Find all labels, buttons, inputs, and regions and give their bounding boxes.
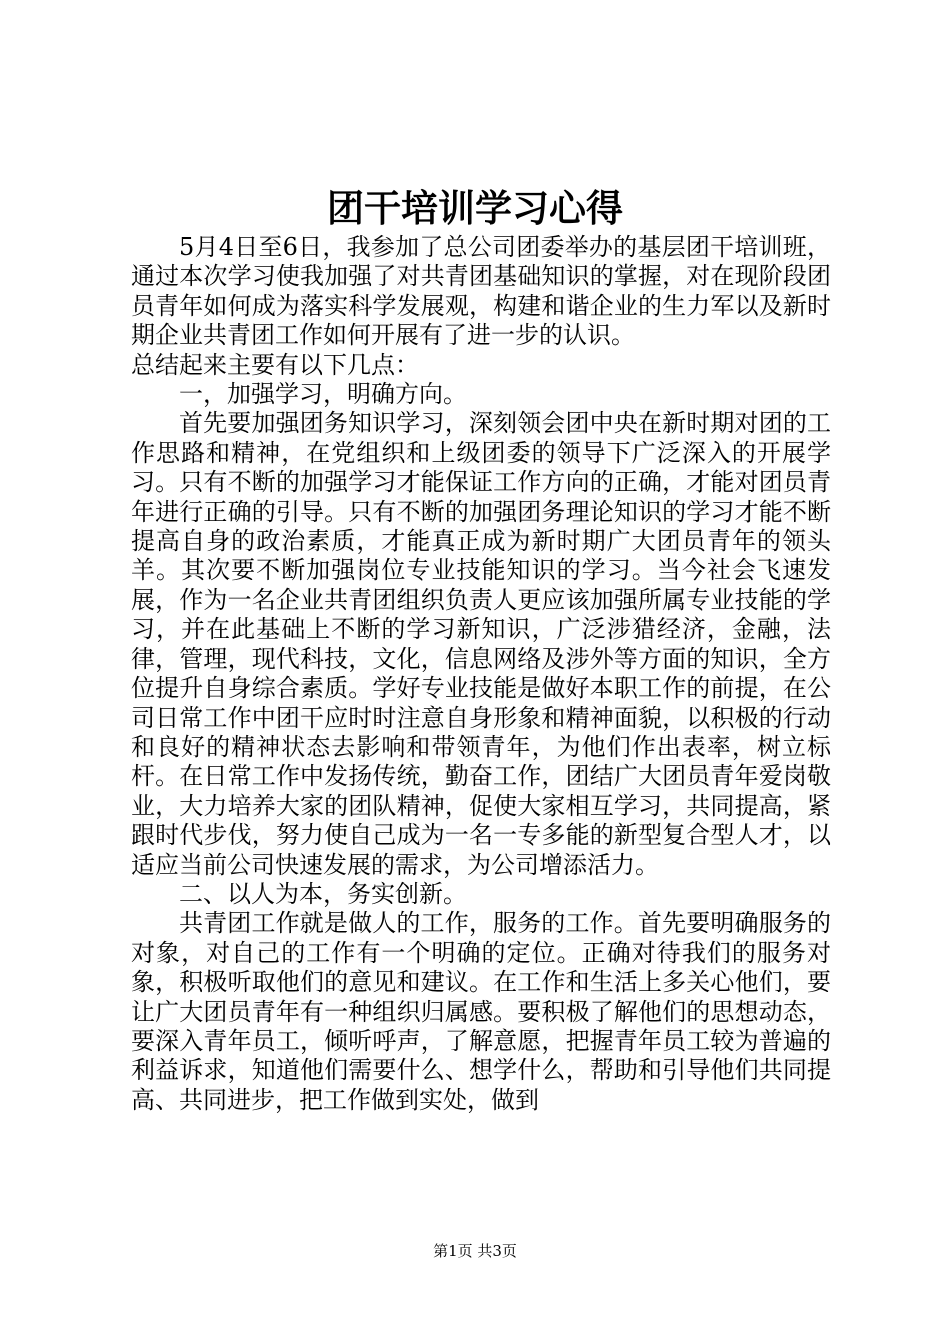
- page-number-footer: 第1页 共3页: [433, 1242, 517, 1260]
- paragraph-intro: 5月4日至6日，我参加了总公司团委举办的基层团干培训班，通过本次学习使我加强了对共青团基础知识的掌握，对在现阶段团员青年如何成为落实科学发展观，构建和谐企业的生力军以及新时期企业共青团工作如何开展有了进一步的认识。: [131, 233, 831, 350]
- paragraph-section-2: 共青团工作就是做人的工作，服务的工作。首先要明确服务的对象，对自己的工作有一个明确的定位。正确对待我们的服务对象，积极听取他们的意见和建议。在工作和生活上多关心他们，要让广大团员青年有一种组织归属感。要积极了解他们的思想动态，要深入青年员工，倾听呼声，了解意愿，把握青年员工较为普遍的利益诉求，知道他们需要什么、想学什么，帮助和引导他们共同提高、共同进步，把工作做到实处，做到: [131, 909, 831, 1114]
- document-title: 团干培训学习心得: [327, 186, 623, 230]
- paragraph-summary-lead: 总结起来主要有以下几点：: [131, 350, 419, 379]
- section-heading-1: 一，加强学习，明确方向。: [179, 380, 467, 409]
- document-body: [131, 233, 831, 1115]
- section-heading-2: 二、以人为本，务实创新。: [179, 879, 467, 908]
- paragraph-section-1: 首先要加强团务知识学习，深刻领会团中央在新时期对团的工作思路和精神，在党组织和上级团委的领导下广泛深入的开展学习。只有不断的加强学习才能保证工作方向的正确，才能对团员青年进行正确的引导。只有不断的加强团务理论知识的学习才能不断提高自身的政治素质，才能真正成为新时期广大团员青年的领头羊。其次要不断加强岗位专业技能知识的学习。当今社会飞速发展，作为一名企业共青团组织负责人更应该加强所属专业技能的学习，并在此基础上不断的学习新知识，广泛涉猎经济，金融，法律，管理，现代科技，文化，信息网络及涉外等方面的知识，全方位提升自身综合素质。学好专业技能是做好本职工作的前提，在公司日常工作中团干应时时注意自身形象和精神面貌，以积极的行动和良好的精神状态去影响和带领青年，为他们作出表率，树立标杆。在日常工作中发扬传统，勤奋工作，团结广大团员青年爱岗敬业，大力培养大家的团队精神，促使大家相互学习，共同提高，紧跟时代步伐，努力使自己成为一名一专多能的新型复合型人才，以适应当前公司快速发展的需求，为公司增添活力。: [131, 409, 831, 879]
